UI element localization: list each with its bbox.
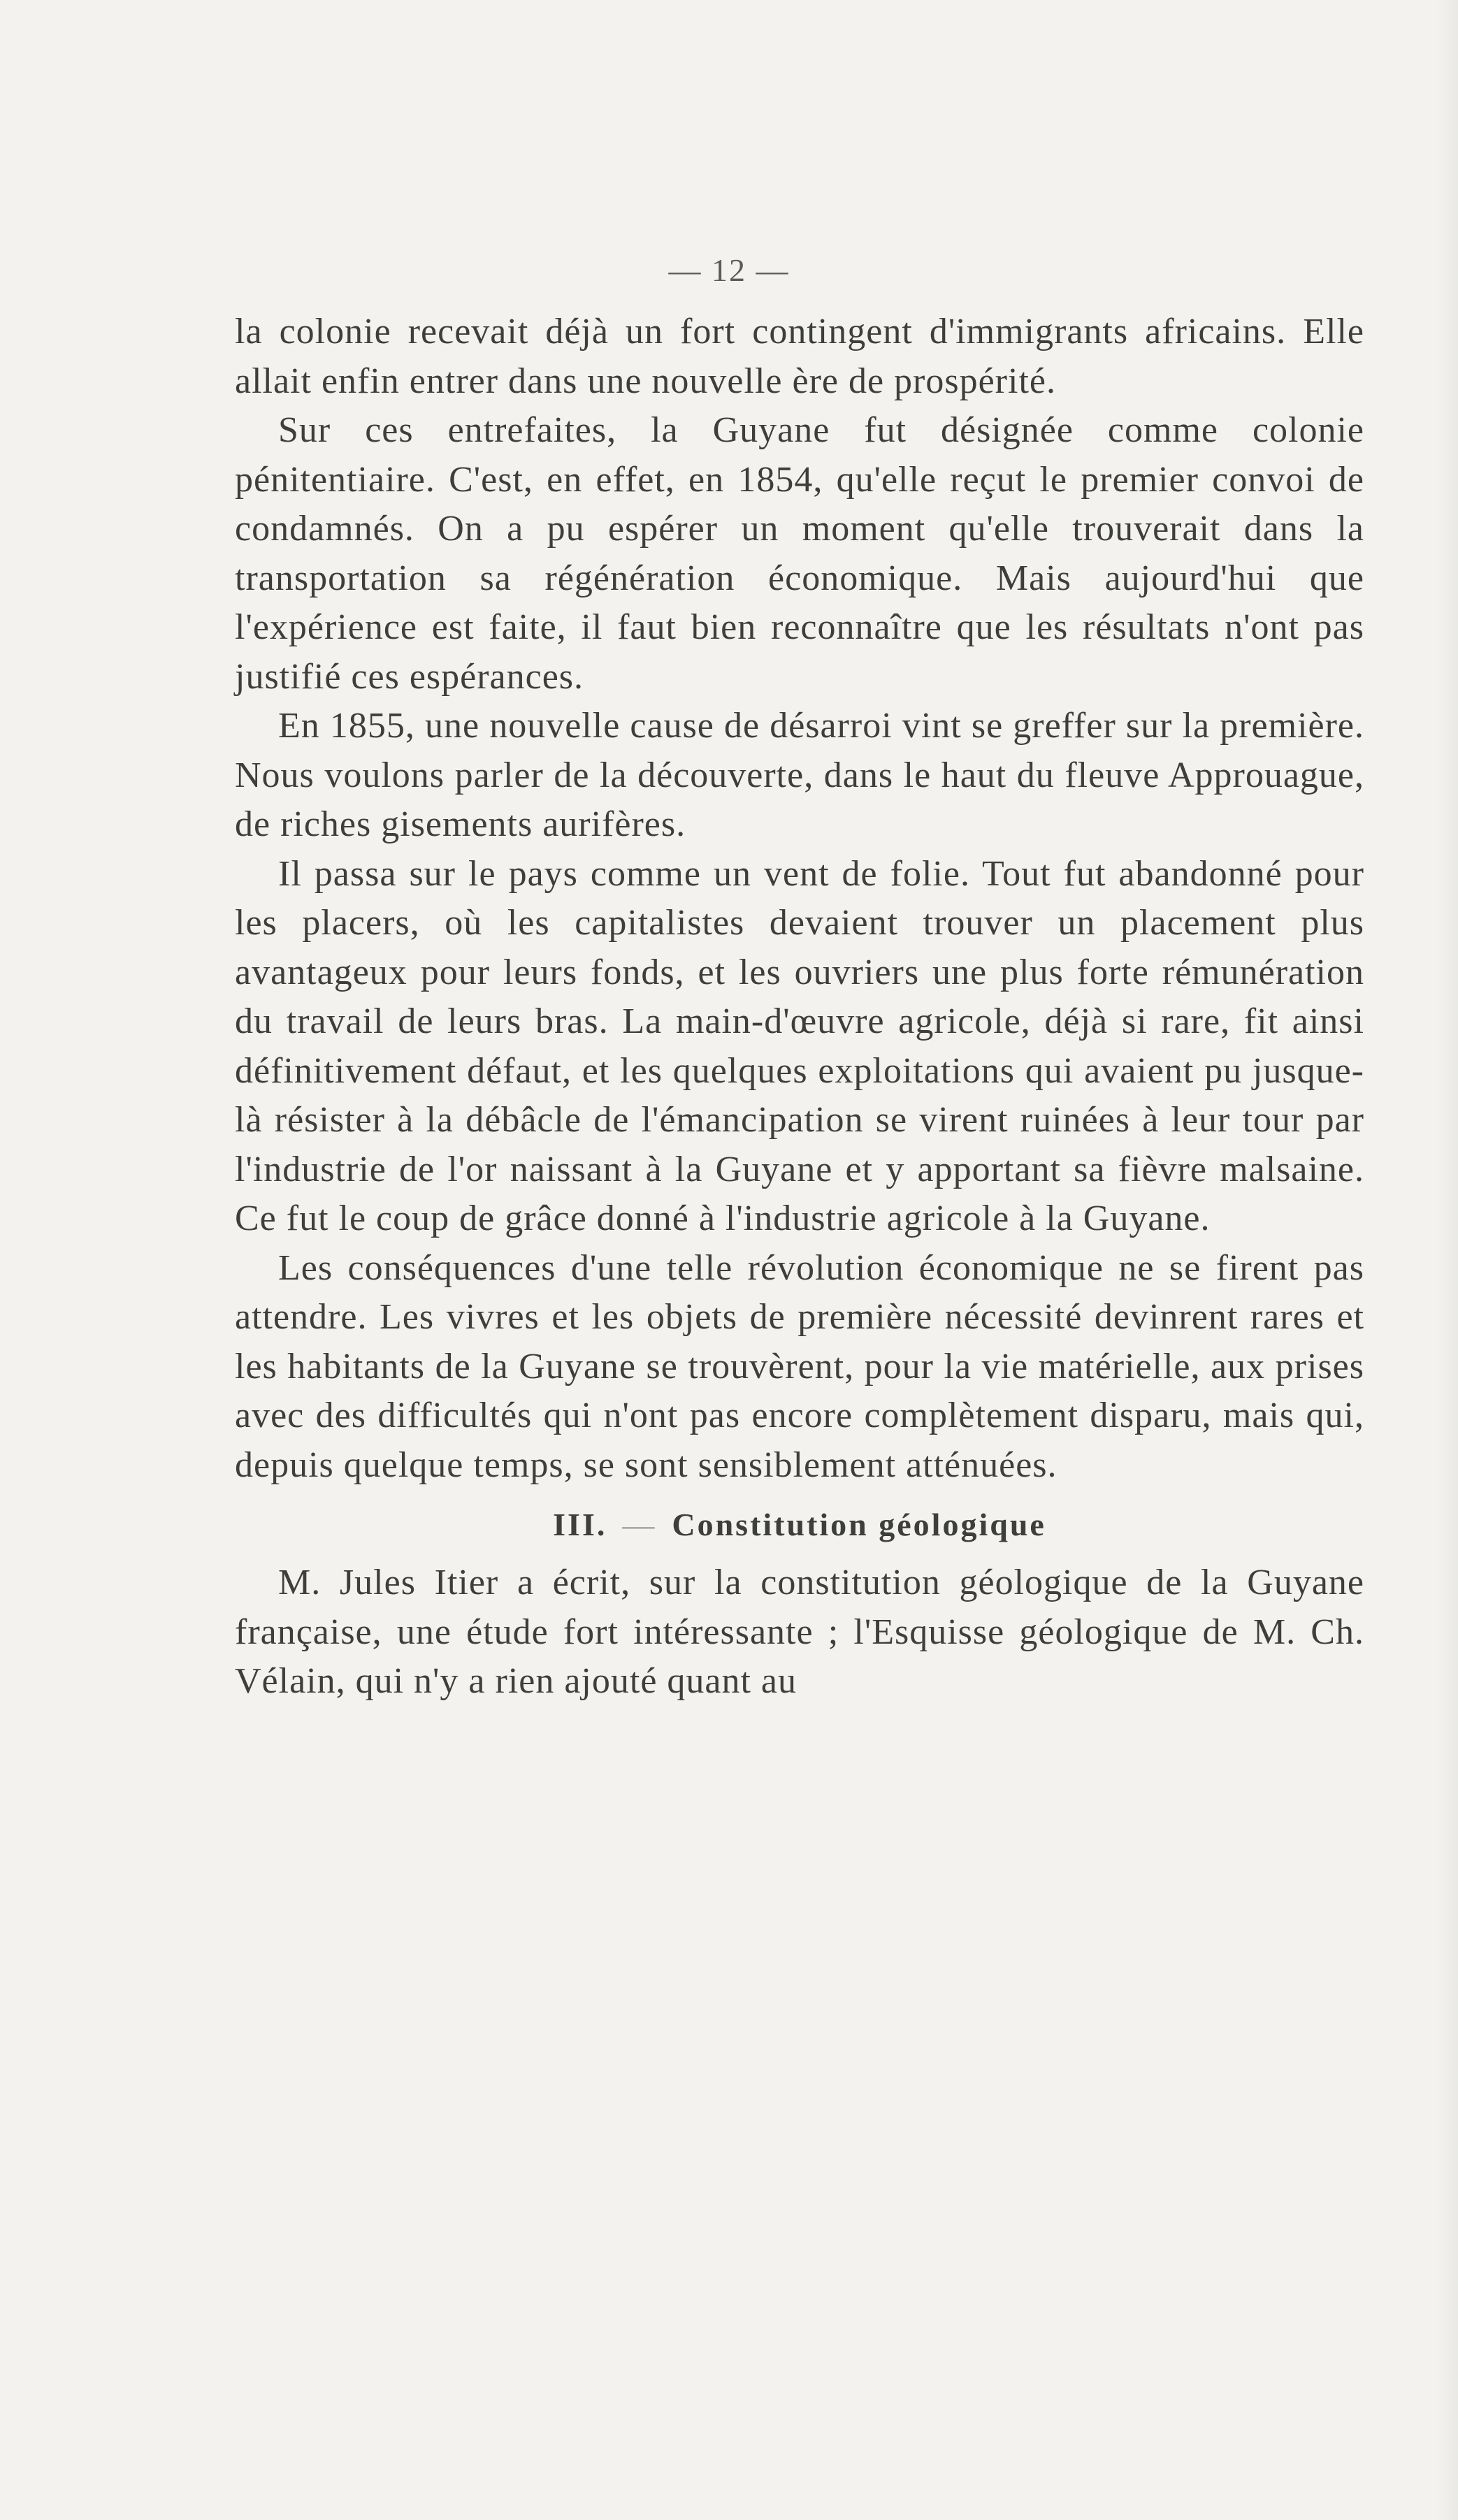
section-heading [235,1504,1364,1546]
page-number: — 12 — [668,252,790,288]
paragraph-3: En 1855, une nouvelle cause de désarroi vint se greffer sur la première. Nous voulons parler de la découverte, dans le haut du fleuve Approuague, de riches gisements aurifères. [235,706,1364,844]
paragraph-1: la colonie recevait déjà un fort contingent d'immigrants africains. Elle allait enfin entrer dans une nouvelle ère de prospérité. [235,312,1364,401]
page-edge-shadow [1437,0,1458,2520]
section-title: Constitution géologique [672,1507,1046,1542]
paragraph-5: Les conséquences d'une telle révolution économique ne se firent pas attendre. Les vivres et les objets de première nécessité devinrent rares et les habitants de la Guyane se trouvèrent, pour la vie matérielle, aux prises avec des difficultés qui n'ont pas encore complètement disparu, mais qui, depuis quelque temps, se sont sensiblement atténuées. [235,1247,1364,1485]
section-dash: — [622,1507,657,1542]
paragraph-6: M. Jules Itier a écrit, sur la constitution géologique de la Guyane française, une étude fort intéressante ; l'Esquisse géologique de M. Ch. Vélain, qui n'y a rien ajouté quant au [235,1563,1364,1701]
paragraph-2: Sur ces entrefaites, la Guyane fut désignée comme colonie pénitentiaire. C'est, en effet, en 1854, qu'elle reçut le premier convoi de condamnés. On a pu espérer un moment qu'elle trouverait dans la transportation sa régénération économique. Mais aujourd'hui que l'expérience est faite, il faut bien reconnaître que les résultats n'ont pas justifié ces espérances. [235,410,1364,697]
paragraph-4: Il passa sur le pays comme un vent de folie. Tout fut abandonné pour les placers, où les capitalistes devaient trouver un placement plus avantageux pour leurs fonds, et les ouvriers une plus forte rémunération du travail de leurs bras. La main-d'œuvre agricole, déjà si rare, fit ainsi définitivement défaut, et les quelques exploitations qui avaient pu jusque-là résister à la débâcle de l'émancipation se virent ruinées à leur tour par l'industrie de l'or naissant à la Guyane et y apportant sa fièvre malsaine. Ce fut le coup de grâce donné à l'industrie agricole à la Guyane. [235,853,1364,1238]
body-text [235,307,1364,1707]
section-number: III. [553,1507,607,1542]
